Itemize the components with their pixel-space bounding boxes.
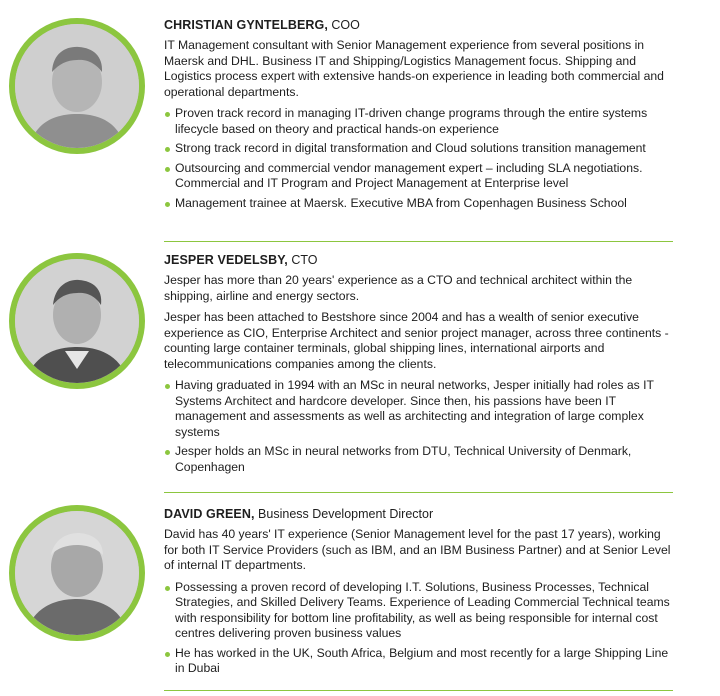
portrait-photo	[9, 505, 145, 641]
portrait-photo	[9, 18, 145, 154]
bullet-item: Strong track record in digital transformation and Cloud solutions transition management	[164, 141, 676, 157]
bio-paragraph: David has 40 years' IT experience (Senior Management level for the past 17 years), working for both IT Service Providers (such as IBM, and an IBM Business Partner) and at Senior Level of internal IT departments.	[164, 527, 671, 572]
person-name: CHRISTIAN GYNTELBERG,	[164, 18, 328, 32]
bullet-list	[164, 378, 676, 475]
bullet-item: Outsourcing and commercial vendor management expert – including SLA negotiations. Commercial and IT Program and Project Management at Enterprise level	[164, 161, 676, 192]
bio-paragraph: Jesper has been attached to Bestshore since 2004 and has a wealth of senior executive experience as CIO, Enterprise Architect and senior project manager, across three continents - counting large container terminals, global shipping lines, international airports and telecommunications companies among the clients.	[164, 310, 669, 371]
bio-paragraph: IT Management consultant with Senior Management experience from several positions in Maersk and DHL. Business IT and Shipping/Logistics Management focus. Shipping and Logistics process expert with extensive hands-on experience in leading both commercial and operational departments.	[164, 38, 664, 99]
portrait-placeholder	[15, 259, 139, 383]
portrait-placeholder	[15, 24, 139, 148]
person-heading	[164, 506, 676, 522]
bullet-list	[164, 580, 676, 677]
bullet-item: Jesper holds an MSc in neural networks from DTU, Technical University of Denmark, Copenhagen	[164, 444, 676, 475]
person-role: CTO	[291, 253, 318, 267]
bio-paragraph: Jesper has more than 20 years' experience as a CTO and technical architect within the shipping, airline and energy sectors.	[164, 273, 633, 303]
person-name: DAVID GREEN,	[164, 507, 255, 521]
person-heading	[164, 17, 676, 33]
person-heading	[164, 252, 676, 268]
section-divider	[164, 492, 673, 493]
bullet-item: Possessing a proven record of developing I.T. Solutions, Business Processes, Technical Strategies, and Skilled Delivery Teams. Experience of Leading Commercial Technical teams with responsibility for bottom line profitability, as well as being responsible for internal cost centres delivering proven business values	[164, 580, 676, 642]
person-role: Business Development Director	[258, 507, 434, 521]
bullet-item: Management trainee at Maersk. Executive MBA from Copenhagen Business School	[164, 196, 676, 212]
bullet-item: He has worked in the UK, South Africa, Belgium and most recently for a large Shipping Line in Dubai	[164, 646, 676, 677]
person-name: JESPER VEDELSBY,	[164, 253, 288, 267]
portrait-photo	[9, 253, 145, 389]
portrait-placeholder	[15, 511, 139, 635]
person-role: COO	[331, 18, 360, 32]
bullet-list	[164, 106, 676, 211]
bullet-item: Proven track record in managing IT-driven change programs through the entire systems lifecycle based on theory and practical hands-on experience	[164, 106, 676, 137]
bullet-item: Having graduated in 1994 with an MSc in neural networks, Jesper initially had roles as IT Systems Architect and hardcore developer. Since then, his passions have been IT management and assessments as well as architecting and integration of large complex systems	[164, 378, 676, 440]
section-divider	[164, 690, 673, 691]
section-divider	[164, 241, 673, 242]
